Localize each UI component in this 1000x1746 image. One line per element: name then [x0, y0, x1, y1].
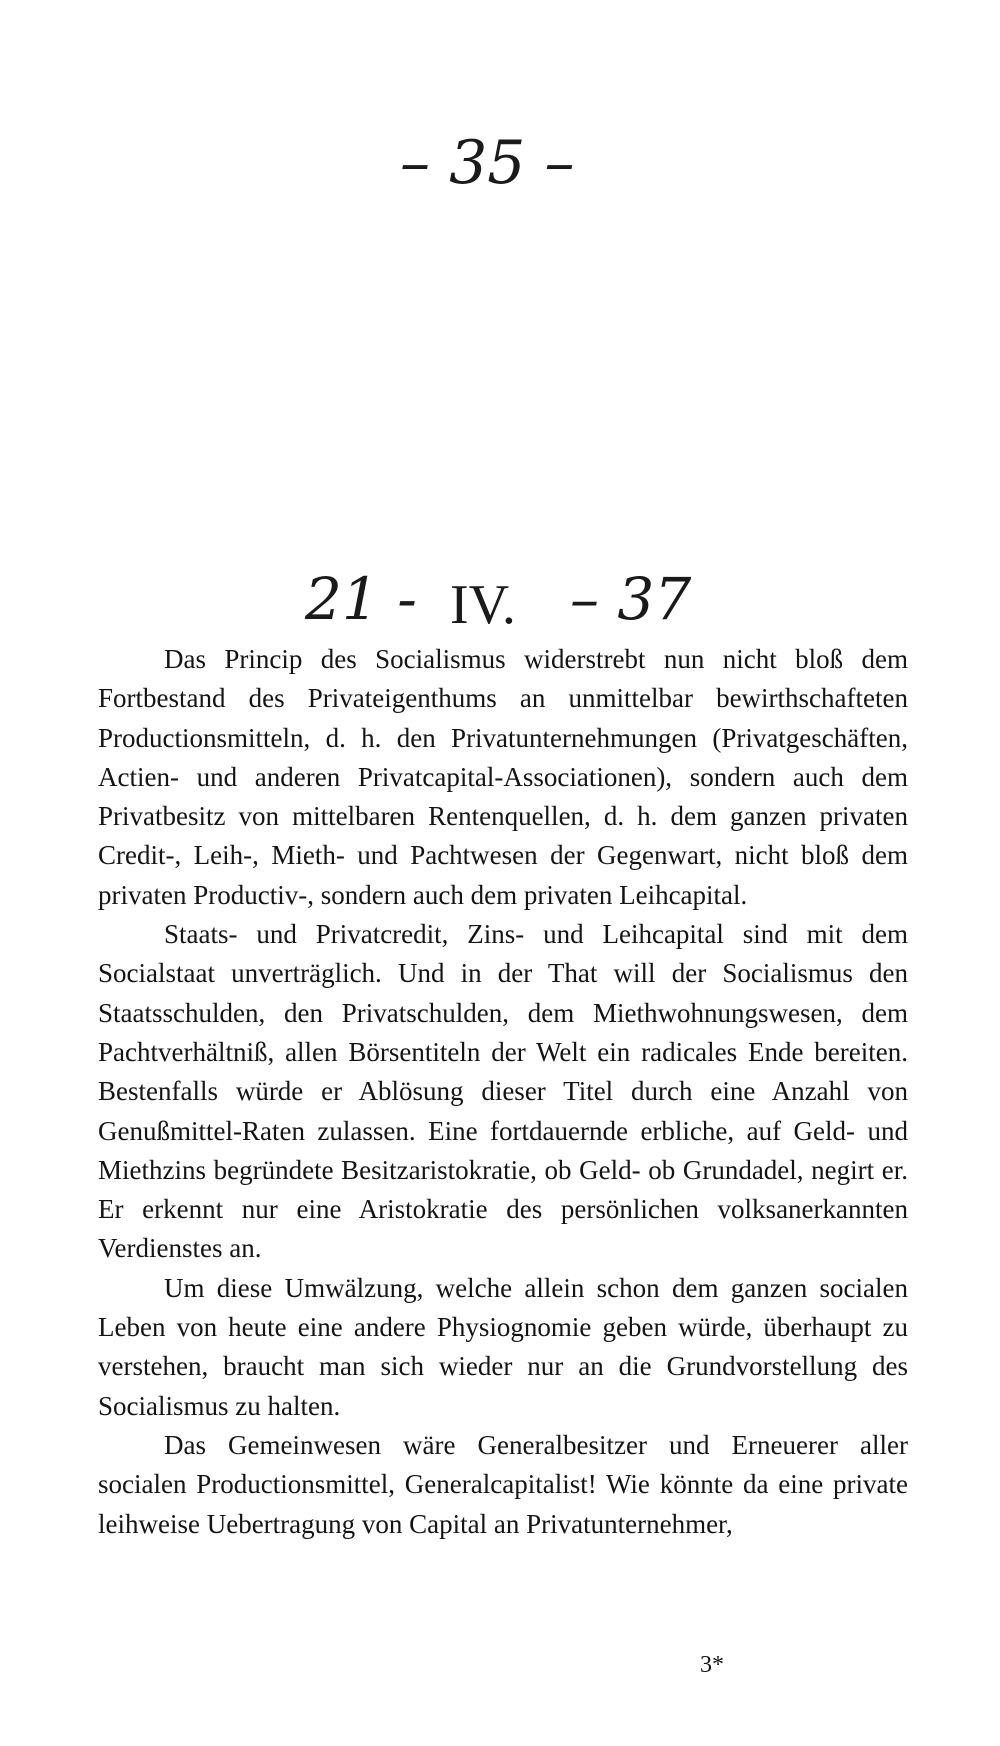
paragraph: Das Gemeinwesen wäre Generalbesitzer und Erneuerer aller socialen Productionsmittel, Generalcapitalist! Wie könnte da eine private leihweise Uebertragung von Capital an Privatunternehmer, [98, 1429, 908, 1539]
handwritten-page-number: – 35 – [400, 128, 575, 198]
paragraph: Das Princip des Socialismus widerstrebt nun nicht bloß dem Fortbestand des Privateigenthums an unmittelbar bewirthschafteten Productionsmitteln, d. h. den Privatunternehmungen (Privatgeschäften, Actien- und anderen Privatcapital-Associationen), sondern auch dem Privatbesitz von mittelbaren Rentenquellen, d. h. dem ganzen privaten Credit-, Leih-, Mieth- und Pachtwesen der Gegenwart, nicht bloß dem privaten Productiv-, sondern auch dem privaten Leihcapital. [98, 644, 908, 910]
handwritten-section-suffix: – 37 [570, 565, 692, 633]
handwritten-section-prefix: 21 - [305, 565, 417, 633]
paragraph: Staats- und Privatcredit, Zins- und Leihcapital sind mit dem Socialstaat unverträglich. Und in der That will der Socialismus den Staatsschulden, den Privatschulden, dem Miethwohnungswesen, dem Pachtverhältniß, allen Börsentiteln der Welt ein radicales Ende bereiten. Bestenfalls würde er Ablösung dieser Titel durch eine Anzahl von Genußmittel-Raten zulassen. Eine fortdauernde erbliche, auf Geld- und Miethzins begründete Besitzaristokratie, ob Geld- ob Grundadel, negirt er. Er erkennt nur eine Aristokratie des persönlichen volksanerkannten Verdienstes an. [98, 919, 908, 1264]
paragraph: Um diese Umwälzung, welche allein schon dem ganzen socialen Leben von heute eine andere Physiognomie geben würde, überhaupt zu verstehen, braucht man sich wieder nur an die Grundvorstellung des Socialismus zu halten. [98, 1272, 908, 1421]
body-text [98, 640, 908, 1544]
signature-mark: 3* [700, 1652, 724, 1678]
section-heading: IV. [450, 574, 516, 636]
